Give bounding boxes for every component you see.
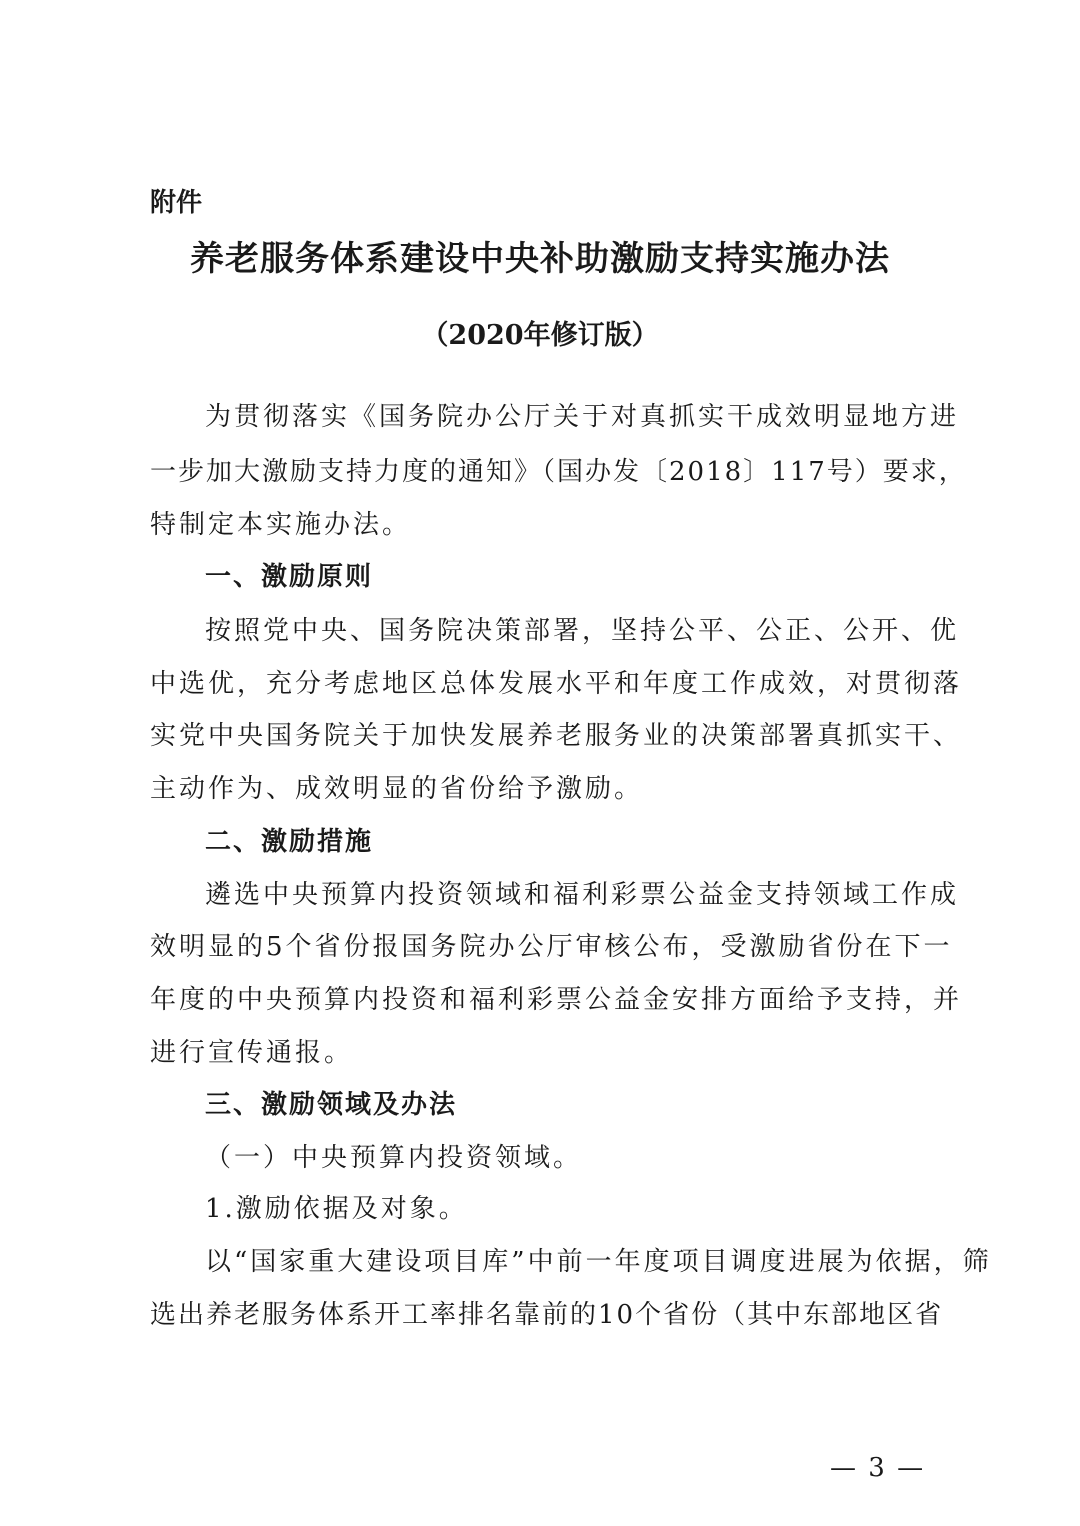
paragraph-line: 选出养老服务体系开工率排名靠前的10个省份（其中东部地区省 <box>150 1300 944 1330</box>
paragraph-line: 遴选中央预算内投资领域和福利彩票公益金支持领域工作成 <box>205 880 960 910</box>
intro-line: 为贯彻落实《国务院办公厅关于对真抓实干成效明显地方进 <box>205 402 960 432</box>
section-heading: 一、激励原则 <box>205 562 374 592</box>
paragraph-line: 效明显的5个省份报国务院办公厅审核公布，受激励省份在下一 <box>150 932 953 962</box>
page-number: — 3 — <box>830 1453 926 1483</box>
paragraph-line: 年度的中央预算内投资和福利彩票公益金安排方面给予支持，并 <box>150 985 963 1015</box>
subsection-heading: （一）中央预算内投资领域。 <box>205 1143 583 1173</box>
attachment-label: 附件 <box>150 188 203 218</box>
paragraph-line: 按照党中央、国务院决策部署，坚持公平、公正、公开、优 <box>205 616 960 646</box>
paragraph-line: 中选优，充分考虑地区总体发展水平和年度工作成效，对贯彻落 <box>150 669 963 699</box>
document-subtitle: （2020年修订版） <box>421 320 659 351</box>
item-heading: 1.激励依据及对象。 <box>205 1194 468 1224</box>
intro-line: 一步加大激励支持力度的通知》（国办发〔2018〕117号）要求， <box>150 457 967 487</box>
paragraph-line: 以“国家重大建设项目库”中前一年度项目调度进展为依据，筛 <box>205 1247 992 1277</box>
section-heading: 二、激励措施 <box>205 827 374 857</box>
section-heading: 三、激励领域及办法 <box>205 1090 458 1120</box>
document-title: 养老服务体系建设中央补助激励支持实施办法 <box>190 239 890 279</box>
intro-line: 特制定本实施办法。 <box>150 510 412 540</box>
paragraph-line: 实党中央国务院关于加快发展养老服务业的决策部署真抓实干、 <box>150 721 963 751</box>
paragraph-line: 主动作为、成效明显的省份给予激励。 <box>150 774 644 804</box>
paragraph-line: 进行宣传通报。 <box>150 1038 354 1068</box>
